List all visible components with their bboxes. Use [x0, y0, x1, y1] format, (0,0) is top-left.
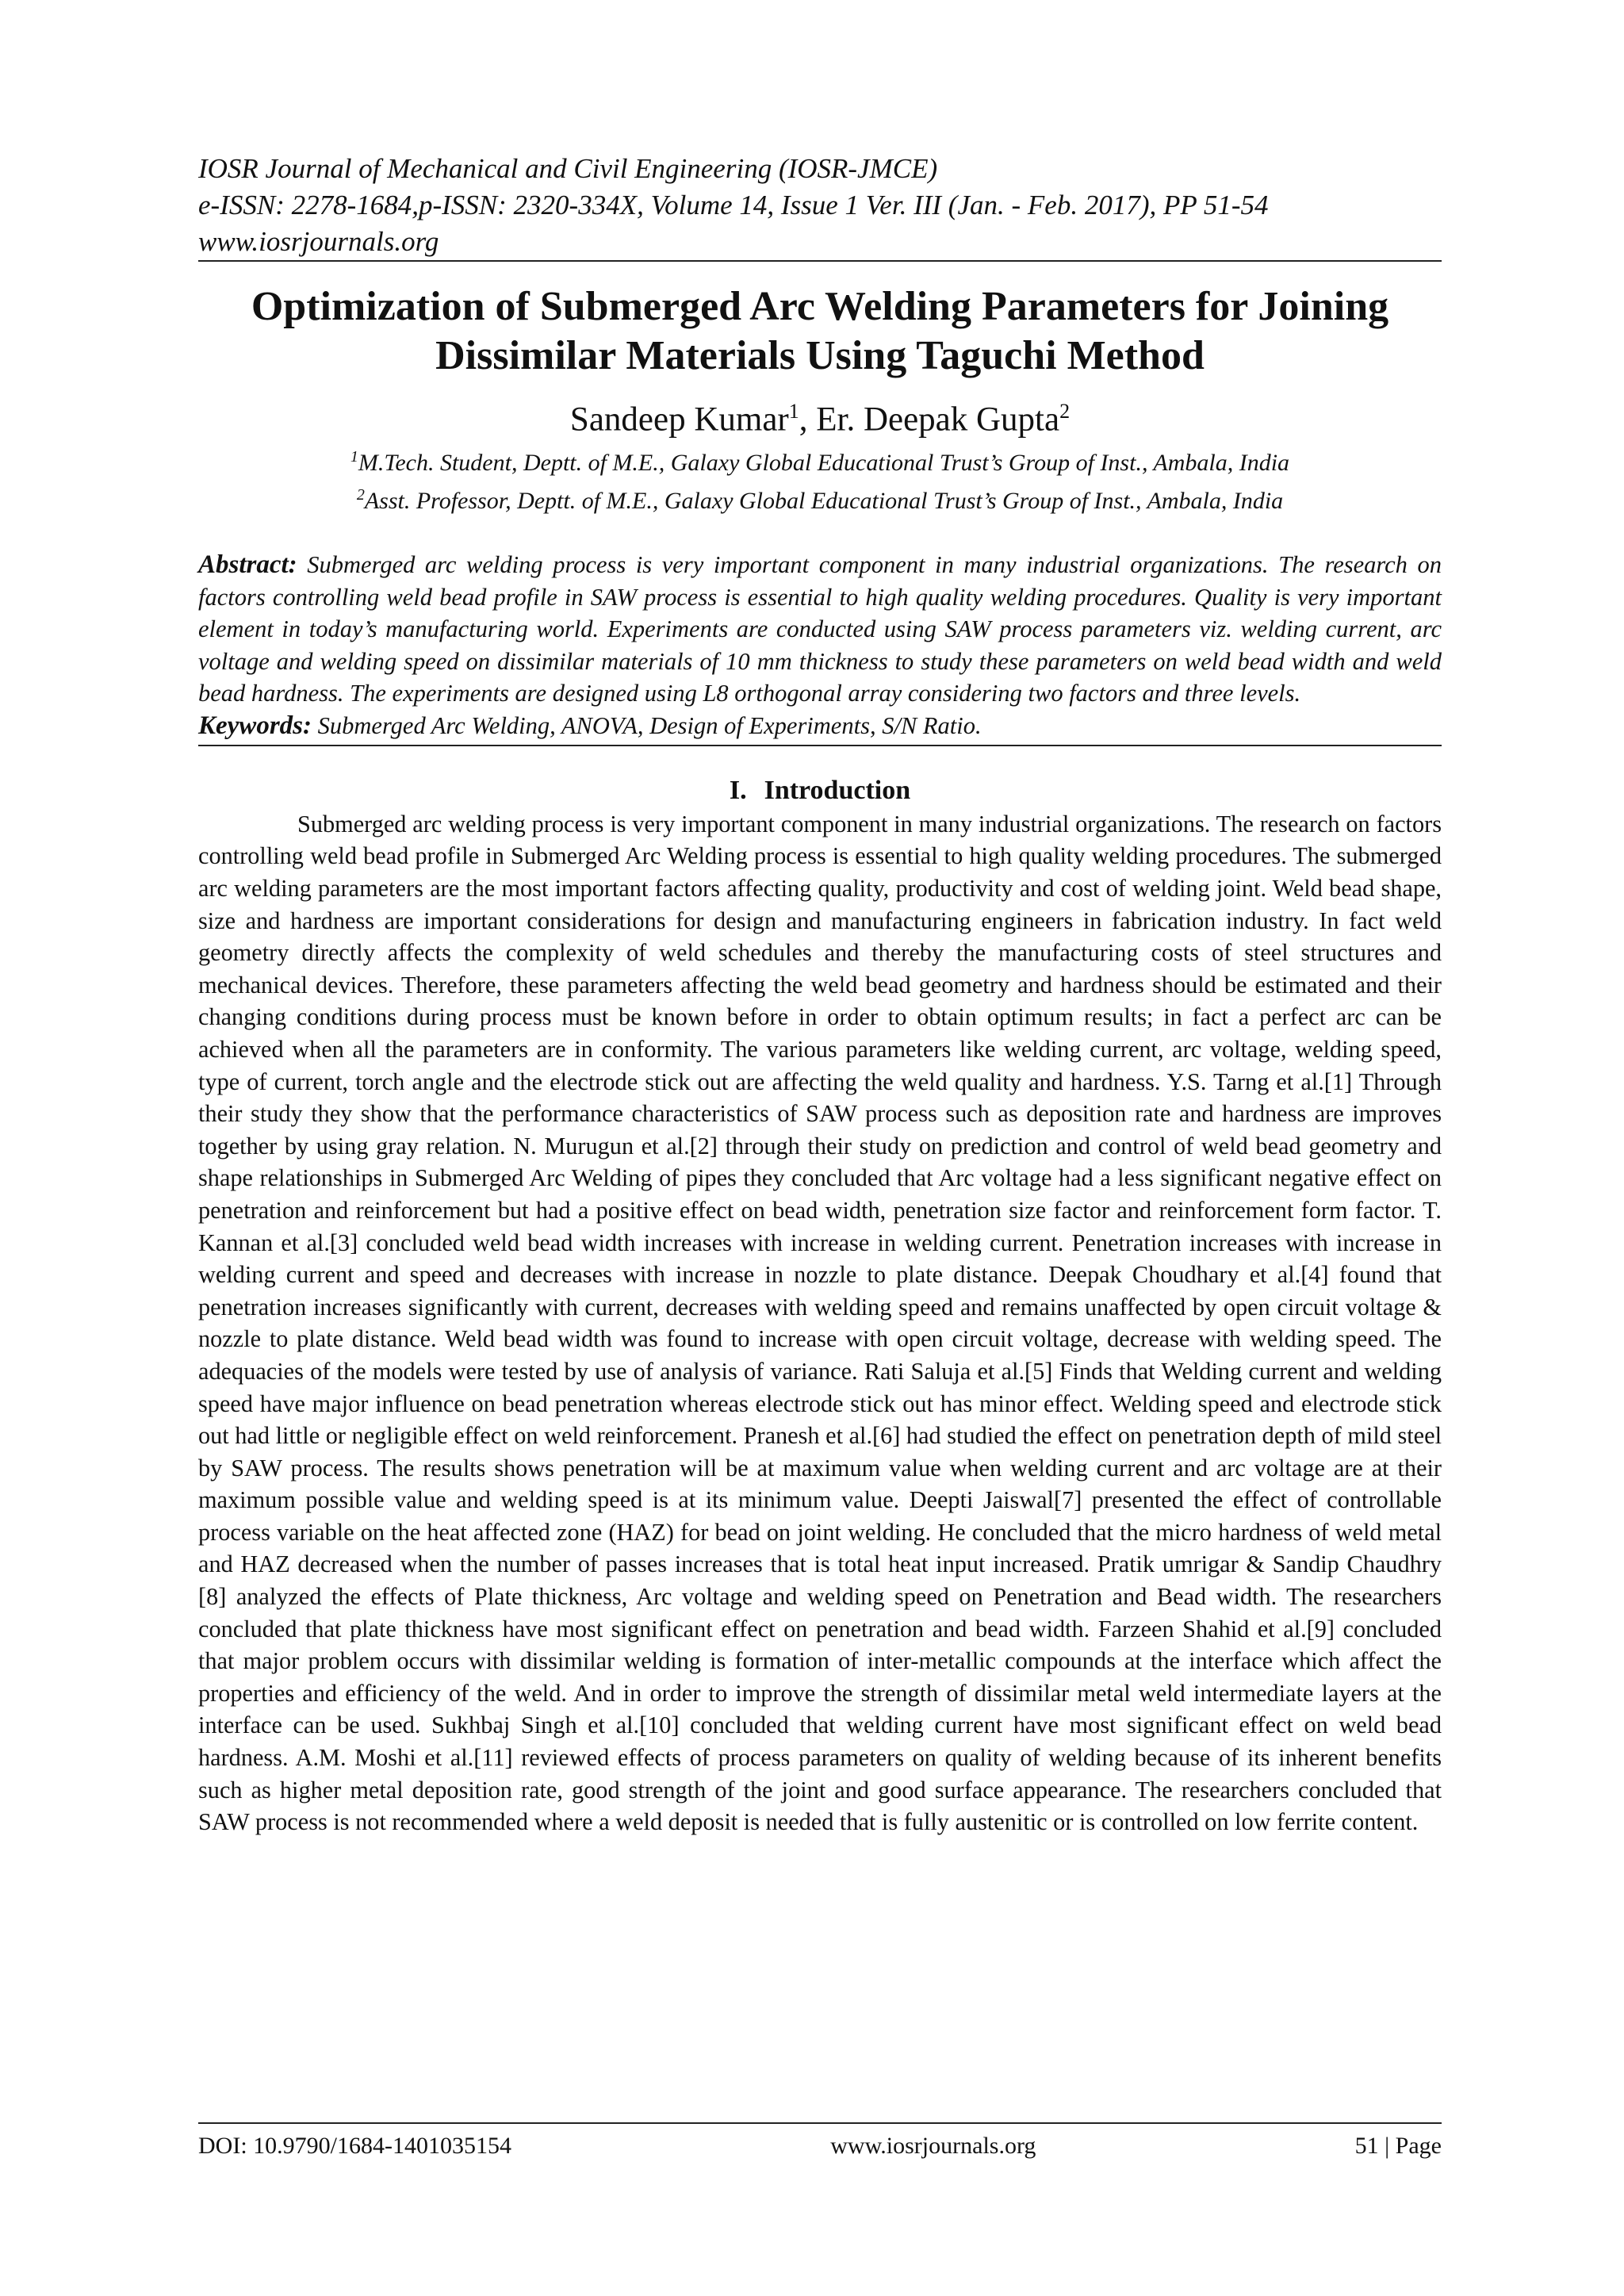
page-footer	[198, 2122, 1442, 2162]
abstract-text: Submerged arc welding process is very important component in many industrial organizations. The research on factors controlling weld bead profile in SAW process is essential to high quality welding procedures. Quality is very important element in today’s manufacturing world. Experiments are conducted using SAW process parameters viz. welding current, arc voltage and welding speed on dissimilar materials of 10 mm thickness to study these parameters on weld bead width and weld bead hardness. The experiments are designed using L8 orthogonal array considering two factors and three levels.	[198, 551, 1442, 707]
abstract-divider	[198, 745, 1442, 746]
header-divider	[198, 260, 1442, 262]
affiliation-1-sup: 1	[350, 448, 358, 466]
keywords-text: Submerged Arc Welding, ANOVA, Design of Experiments, S/N Ratio.	[317, 711, 982, 739]
author-list	[198, 390, 1442, 441]
affiliation-1	[198, 441, 1442, 479]
author-2: Er. Deepak Gupta	[816, 401, 1060, 439]
section-body: Submerged arc welding process is very important component in many industrial organizations. The research on factors controlling weld bead profile in Submerged Arc Welding process is essential to high quality welding procedures. The submerged arc welding parameters are the most important factors affecting quality, productivity and cost of welding joint. Weld bead shape, size and hardness are important considerations for design and manufacturing engineers in fabrication industry. In fact weld geometry directly affects the complexity of weld schedules and thereby the manufacturing costs of steel structures and mechanical devices. Therefore, these parameters affecting the weld bead geometry and hardness should be estimated and their changing conditions during process must be known before in order to obtain optimum results; in fact a perfect arc can be achieved when all the parameters are in conformity. The various parameters like welding current, arc voltage, welding speed, type of current, torch angle and the electrode stick out are affecting the weld quality and hardness. Y.S. Tarng et al.[1] Through their study they show that the performance characteristics of SAW process such as deposition rate and hardness are improves together by using gray relation. N. Murugun et al.[2] through their study on prediction and control of weld bead geometry and shape relationships in Submerged Arc Welding of pipes they concluded that Arc voltage had a less significant negative effect on penetration and reinforcement but had a positive effect on bead width, penetration size factor and reinforcement form factor. T. Kannan et al.[3] concluded weld bead width increases with increase in welding current. Penetration increases with increase in welding current and speed and decreases with increase in nozzle to plate distance. Deepak Choudhary et al.[4] found that penetration increases significantly with current, decreases with welding speed and remains unaffected by open circuit voltage & nozzle to plate distance. Weld bead width was found to increase with open circuit voltage, decrease with welding speed. The adequacies of the models were tested by use of analysis of variance. Rati Saluja et al.[5] Finds that Welding current and welding speed have major influence on bead penetration whereas electrode stick out has minor effect. Welding speed and electrode stick out had little or negligible effect on weld reinforcement. Pranesh et al.[6] had studied the effect on penetration depth of mild steel by SAW process. The results shows penetration will be at maximum value when welding current and arc voltage are at their maximum possible value and welding speed is at its minimum value. Deepti Jaiswal[7] presented the effect of controllable process variable on the heat affected zone (HAZ) for bead on joint welding. He concluded that the micro hardness of weld metal and HAZ decreased when the number of passes increases that is total heat input increased. Pratik umrigar & Sandip Chaudhry [8] analyzed the effects of Plate thickness, Arc voltage and welding speed on Penetration and Bead width. The researchers concluded that plate thickness have most significant effect on penetration and bead width. Farzeen Shahid et al.[9] concluded that major problem occurs with dissimilar welding is formation of inter-metallic compounds at the interface which affect the properties and efficiency of the weld. And in order to improve the strength of dissimilar metal weld intermediate layers at the interface can be used. Sukhbaj Singh et al.[10] concluded that welding current have most significant effect on weld bead hardness. A.M. Moshi et al.[11] reviewed effects of process parameters on quality of welding because of its inherent benefits such as higher metal deposition rate, good strength of the joint and good surface appearance. The researchers concluded that SAW process is not recommended where a weld deposit is needed that is fully austenitic or is controlled on low ferrite content.	[198, 810, 1442, 1836]
journal-website[interactable]: www.iosrjournals.org	[198, 226, 439, 257]
section-title: Introduction	[764, 775, 911, 805]
footer-page-number: 51 | Page	[1354, 2133, 1442, 2159]
paper-title-line-2: Dissimilar Materials Using Taguchi Method	[435, 333, 1205, 378]
affiliation-1-text: M.Tech. Student, Deptt. of M.E., Galaxy Global Educational Trust’s Group of Inst., Ambala, India	[358, 450, 1290, 477]
affiliation-2-sup: 2	[356, 486, 365, 504]
footer-row	[198, 2130, 1442, 2162]
keywords	[198, 710, 1442, 745]
abstract-label: Abstract:	[198, 550, 297, 580]
footer-divider	[198, 2122, 1442, 2124]
footer-website[interactable]: www.iosrjournals.org	[830, 2133, 1036, 2159]
keywords-label: Keywords:	[198, 711, 312, 740]
section-number: I.	[729, 775, 747, 805]
journal-name: IOSR Journal of Mechanical and Civil Engineering (IOSR-JMCE)	[198, 153, 938, 184]
author-separator: ,	[799, 401, 817, 439]
paper-page	[198, 151, 1442, 1838]
affiliation-2	[198, 479, 1442, 517]
author-1-sup: 1	[788, 400, 799, 423]
author-1: Sandeep Kumar	[569, 401, 789, 439]
journal-header	[198, 151, 1442, 260]
author-2-sup: 2	[1059, 400, 1071, 423]
paper-title	[198, 282, 1442, 381]
abstract	[198, 541, 1442, 710]
footer-doi[interactable]: DOI: 10.9790/1684-1401035154	[198, 2133, 511, 2159]
paper-title-line-1: Optimization of Submerged Arc Welding Parameters for Joining	[251, 284, 1389, 329]
affiliation-2-text: Asst. Professor, Deptt. of M.E., Galaxy Global Educational Trust’s Group of Inst., Ambala, India	[364, 488, 1284, 515]
journal-issn: e-ISSN: 2278-1684,p-ISSN: 2320-334X, Volume 14, Issue 1 Ver. III (Jan. - Feb. 2017), PP 51-54	[198, 190, 1269, 220]
section-heading	[198, 773, 1442, 808]
